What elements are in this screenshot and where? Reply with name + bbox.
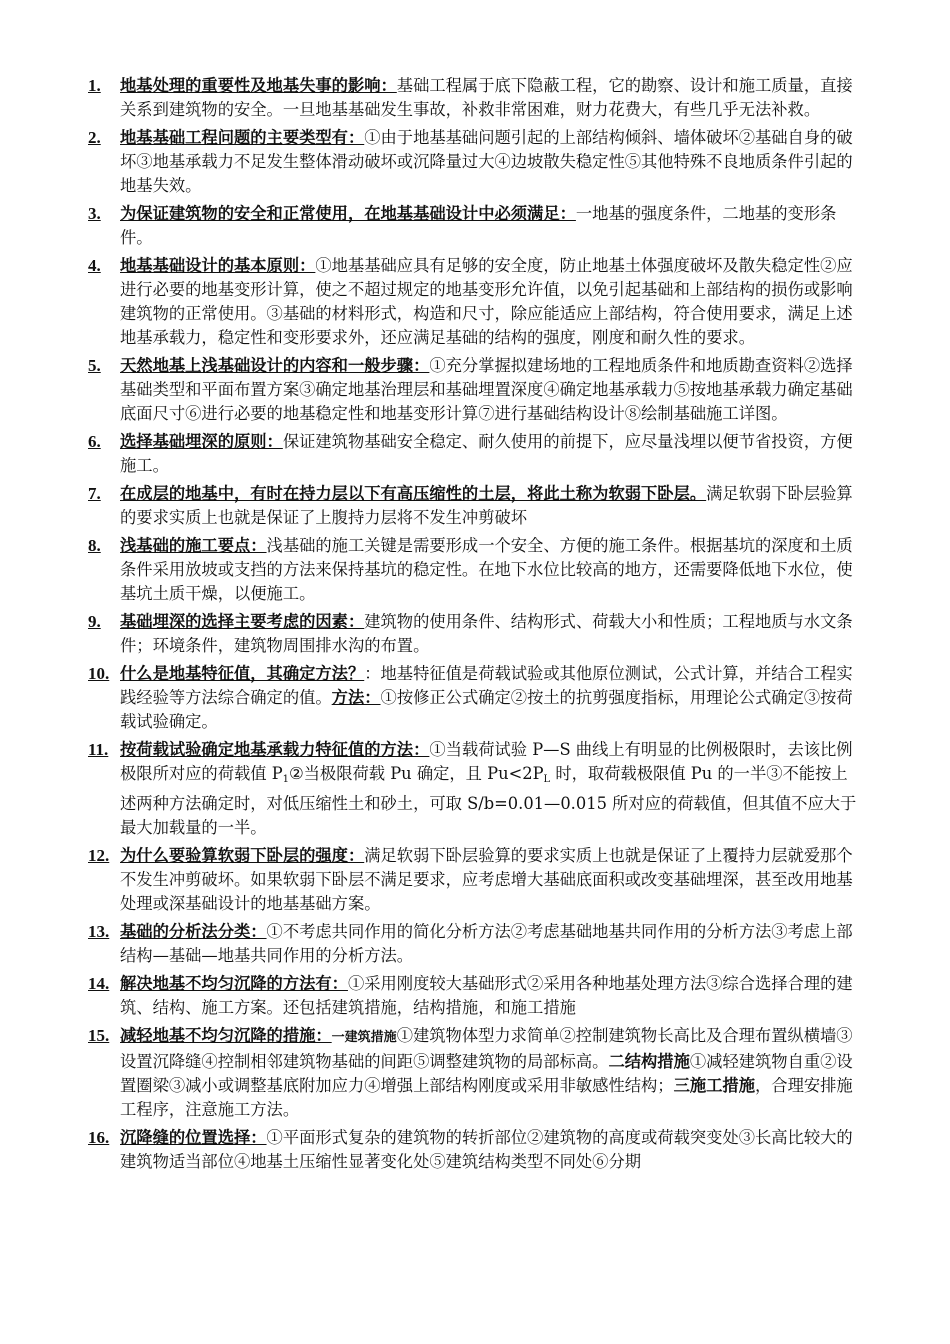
item-lead: 一建筑措施 bbox=[331, 1030, 397, 1045]
item-number: 5. bbox=[88, 356, 101, 375]
item-heading: 地基处理的重要性及地基失事的影响： bbox=[120, 76, 397, 95]
item-text-continued: ①按修正公式确定②按土的抗剪强度指标，用理论公式确定③按荷载试验确定。 bbox=[120, 688, 853, 731]
item-number: 4. bbox=[88, 256, 101, 275]
list-item bbox=[88, 202, 863, 250]
item-text: 一地基的强度条件，二地基的变形条件。 bbox=[120, 204, 837, 247]
item-text: ①采用刚度较大基础形式②采用各种地基处理方法③综合选择合理的建筑、结构、施工方案。还包括建筑措施，结构措施，和施工措施 bbox=[120, 974, 853, 1017]
item-number: 6. bbox=[88, 432, 101, 451]
list-item bbox=[88, 610, 863, 658]
item-number: 2. bbox=[88, 128, 101, 147]
list-item bbox=[88, 482, 863, 530]
item-text: 基础工程属于底下隐蔽工程，它的勘察、设计和施工质量，直接关系到建筑物的安全。一旦地基基础发生事故，补救非常困难，财力花费大，有些几乎无法补救。 bbox=[120, 76, 853, 119]
item-text: 建筑物的使用条件、结构形式、荷载大小和性质；工程地质与水文条件；环境条件，建筑物周围排水沟的布置。 bbox=[120, 612, 853, 655]
item-text-continued: 时，取荷载极限值 Pu 的一半③不能按上述两种方法确定时，对低压缩性土和砂土，可取 S/b=0.01—0.015 所对应的荷载值，但其值不应大于最大加载量的一半。 bbox=[120, 764, 857, 837]
item-bold-label: 二结构措施 bbox=[608, 1052, 690, 1071]
item-subheading: 方法： bbox=[331, 688, 381, 707]
item-text: ①平面形式复杂的建筑物的转折部位②建筑物的高度或荷载突变处③长高比较大的建筑物适当部位④地基土压缩性显著变化处⑤建筑结构类型不同处⑥分期 bbox=[120, 1128, 853, 1171]
qa-list bbox=[88, 74, 863, 1178]
item-text: ①充分掌握拟建场地的工程地质条件和地质勘查资料②选择基础类型和平面布置方案③确定地基治理层和基础埋置深度④确定地基承载力⑤按地基承载力确定基础底面尺寸⑥进行必要的地基稳定性和地基变形计算⑦进行基础结构设计⑧绘制基础施工详图。 bbox=[120, 356, 853, 423]
subscript: L bbox=[543, 774, 551, 785]
item-heading: 为什么要验算软弱下卧层的强度： bbox=[120, 846, 365, 865]
item-text: ：地基特征值是荷载试验或其他原位测试，公式计算，并结合工程实践经验等方法综合确定的值。 bbox=[120, 664, 853, 707]
item-number: 16. bbox=[88, 1128, 110, 1147]
list-item bbox=[88, 126, 863, 198]
item-text: ①不考虑共同作用的简化分析方法②考虑基础地基共同作用的分析方法③考虑上部结构—基础—地基共同作用的分析方法。 bbox=[120, 922, 853, 965]
item-text: ①由于地基基础问题引起的上部结构倾斜、墙体破坏②基础自身的破坏③地基承载力不足发生整体滑动破坏或沉降量过大④边坡散失稳定性⑤其他特殊不良地质条件引起的地基失效。 bbox=[120, 128, 853, 195]
item-heading: 选择基础埋深的原则： bbox=[120, 432, 283, 451]
item-heading: 基础的分析法分类： bbox=[120, 922, 267, 941]
item-number: 14. bbox=[88, 974, 110, 993]
item-text: 满足软弱下卧层验算的要求实质上也就是保证了上覆持力层就爱那个不发生冲剪破坏。如果软弱下卧层不满足要求，应考虑增大基础底面积或改变基础埋深，甚至改用地基处理或深基础设计的地基基础方案。 bbox=[120, 846, 853, 913]
list-item bbox=[88, 972, 863, 1020]
item-text: ①地基基础应具有足够的安全度，防止地基土体强度破坏及散失稳定性②应进行必要的地基变形计算，使之不超过规定的地基变形允许值，以免引起基础和上部结构的损伤或影响建筑物的正常使用。③基础的材料形式，构造和尺寸，除应能适应上部结构，符合使用要求，满足上述地基承载力，稳定性和变形要求外，还应满足基础的结构的强度，刚度和耐久性的要求。 bbox=[120, 256, 853, 347]
list-item bbox=[88, 662, 863, 734]
item-number: 11. bbox=[88, 740, 109, 759]
list-item bbox=[88, 254, 863, 350]
item-number: 15. bbox=[88, 1026, 110, 1045]
list-item bbox=[88, 430, 863, 478]
list-item bbox=[88, 534, 863, 606]
item-text: 浅基础的施工关键是需要形成一个安全、方便的施工条件。根据基坑的深度和土质条件采用放坡或支挡的方法来保持基坑的稳定性。在地下水位比较高的地方，还需要降低地下水位，使基坑土质干燥，以便施工。 bbox=[120, 536, 853, 603]
item-heading: 为保证建筑物的安全和正常使用，在地基基础设计中必须满足： bbox=[120, 204, 576, 223]
item-heading: 减轻地基不均匀沉降的措施： bbox=[120, 1026, 332, 1045]
list-item bbox=[88, 1024, 863, 1122]
item-text: 满足软弱下卧层验算的要求实质上也就是保证了上腹持力层将不发生冲剪破坏 bbox=[120, 484, 853, 527]
item-heading: 在成层的地基中，有时在持力层以下有高压缩性的土层，将此土称为软弱下卧层。 bbox=[120, 484, 707, 503]
item-text-continued: ②当极限荷载 Pu 确定，且 Pu<2P bbox=[289, 764, 544, 783]
item-heading: 什么是地基特征值，其确定方法？ bbox=[120, 664, 365, 683]
item-text: ①建筑物体型力求简单②控制建筑物长高比及合理布置纵横墙③设置沉降缝④控制相邻建筑物基础的间距⑤调整建筑物的局部标高。 bbox=[120, 1026, 853, 1071]
list-item bbox=[88, 738, 863, 840]
item-number: 8. bbox=[88, 536, 101, 555]
item-number: 1. bbox=[88, 76, 101, 95]
item-heading: 天然地基上浅基础设计的内容和一般步骤： bbox=[120, 356, 430, 375]
item-number: 13. bbox=[88, 922, 110, 941]
item-text-continued: ，合理安排施工程序，注意施工方法。 bbox=[120, 1076, 853, 1119]
item-heading: 浅基础的施工要点： bbox=[120, 536, 267, 555]
item-number: 12. bbox=[88, 846, 110, 865]
item-number: 10. bbox=[88, 664, 110, 683]
item-number: 7. bbox=[88, 484, 101, 503]
item-heading: 基础埋深的选择主要考虑的因素： bbox=[120, 612, 365, 631]
item-heading: 按荷载试验确定地基承载力特征值的方法： bbox=[120, 740, 430, 759]
item-heading: 沉降缝的位置选择： bbox=[120, 1128, 267, 1147]
item-text-continued: ①减轻建筑物自重②设置圈梁③减小或调整基底附加应力④增强上部结构刚度或采用非敏感性结构； bbox=[120, 1052, 853, 1095]
item-heading: 地基基础工程问题的主要类型有： bbox=[120, 128, 365, 147]
item-heading: 解决地基不均匀沉降的方法有： bbox=[120, 974, 348, 993]
list-item bbox=[88, 920, 863, 968]
item-text: ①当载荷试验 P—S 曲线上有明显的比例极限时，去该比例极限所对应的荷载值 P bbox=[120, 740, 853, 783]
item-number: 9. bbox=[88, 612, 101, 631]
list-item bbox=[88, 74, 863, 122]
item-text: 保证建筑物基础安全稳定、耐久使用的前提下，应尽量浅埋以便节省投资，方便施工。 bbox=[120, 432, 853, 475]
item-number: 3. bbox=[88, 204, 101, 223]
item-bold-label: 三施工措施 bbox=[673, 1076, 755, 1095]
item-heading: 地基基础设计的基本原则： bbox=[120, 256, 316, 275]
list-item bbox=[88, 1126, 863, 1174]
list-item bbox=[88, 844, 863, 916]
subscript: 1 bbox=[282, 774, 290, 785]
list-item bbox=[88, 354, 863, 426]
